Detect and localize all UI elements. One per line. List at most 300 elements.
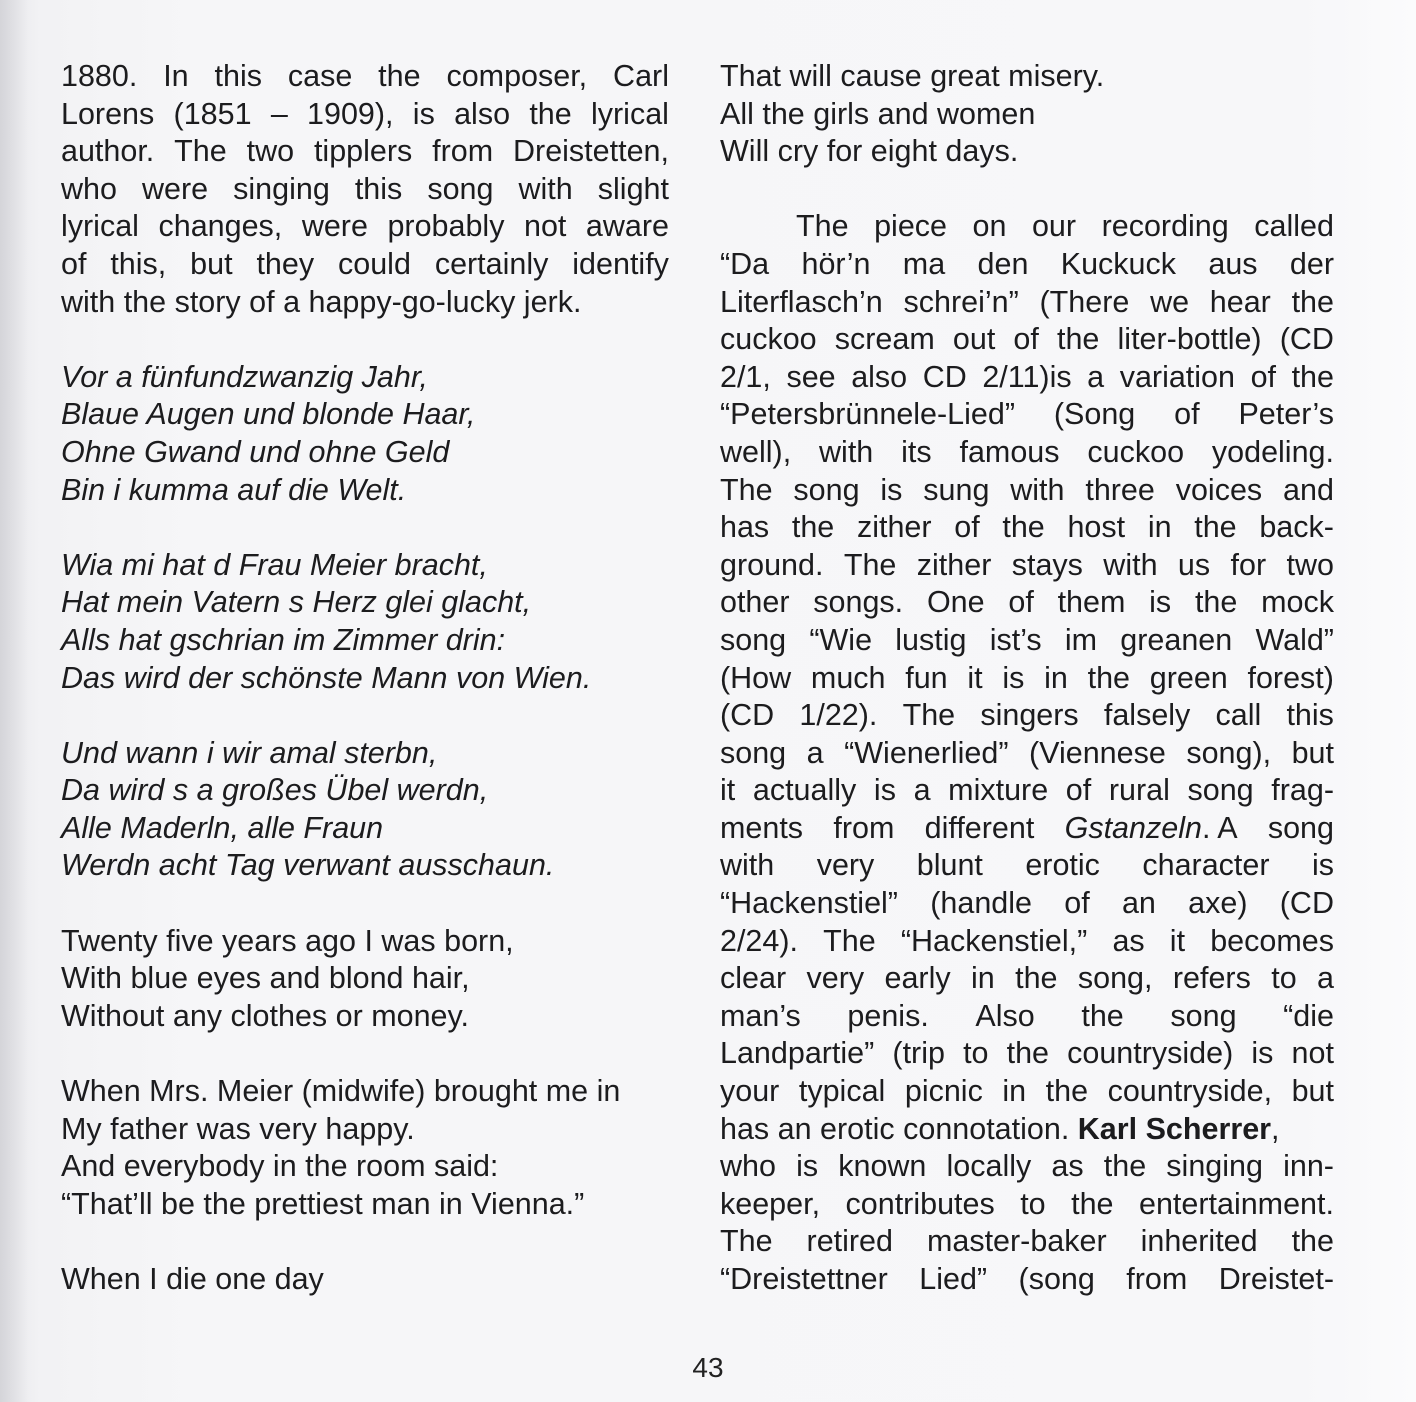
word: of <box>1250 359 1276 394</box>
word: song <box>1170 998 1237 1033</box>
word: recording <box>1101 209 1229 244</box>
word: on <box>972 209 1007 244</box>
word: and <box>1283 472 1334 507</box>
word: Carl <box>613 59 669 93</box>
word: Dreistet- <box>1218 1262 1334 1296</box>
word: the <box>1015 961 1058 996</box>
word: scream <box>834 322 935 357</box>
verse-line: Werdn acht Tag verwant ausschaun. <box>61 848 555 883</box>
word: (Song <box>1053 397 1136 432</box>
word: them <box>1057 585 1126 620</box>
word: could <box>338 246 411 281</box>
verse-line: Alle Maderln, alle Fraun <box>61 810 384 845</box>
word: falsely <box>1103 698 1191 733</box>
justified-line <box>720 396 1334 434</box>
word: they <box>256 246 315 281</box>
english-verse-2 <box>61 1073 669 1223</box>
word: der <box>1289 246 1334 281</box>
justified-line <box>720 660 1334 698</box>
word: singing <box>233 171 330 206</box>
word: song <box>1267 810 1334 845</box>
word: our <box>1031 209 1077 244</box>
word: locally <box>946 1149 1032 1184</box>
verse-line: All the girls and women <box>720 96 1036 131</box>
verse-line: Da wird s a großes Übel werdn, <box>61 773 489 808</box>
justified-line <box>720 284 1334 322</box>
word: for <box>1230 547 1267 582</box>
word: is <box>796 1149 819 1184</box>
word: The <box>823 923 876 958</box>
word: inherited <box>1140 1224 1258 1259</box>
word: countryside) <box>1067 1036 1234 1071</box>
word: entertainment. <box>1138 1186 1334 1221</box>
word: aware <box>585 209 669 244</box>
word: frag- <box>1271 773 1334 808</box>
word: (How <box>720 660 792 695</box>
word: the <box>1291 1224 1334 1259</box>
word: “die <box>1283 998 1334 1033</box>
verse-line: Alls hat gschrian im Zimmer drin: <box>61 622 506 657</box>
word: axe) <box>1188 886 1248 921</box>
justified-line <box>720 246 1334 284</box>
word: an <box>1121 886 1156 921</box>
word: of <box>1013 322 1039 357</box>
word: the <box>1071 1186 1114 1221</box>
word: The <box>720 1224 773 1259</box>
verse-line: Will cry for eight days. <box>720 134 1019 169</box>
word: certainly <box>434 246 549 281</box>
justified-line <box>720 1186 1334 1224</box>
word: other <box>720 585 790 620</box>
word: in <box>1044 660 1068 695</box>
word: the <box>1056 322 1100 357</box>
word: greanen <box>1120 622 1233 657</box>
word: The <box>902 698 956 733</box>
justified-line <box>720 923 1334 961</box>
stanza-gap <box>720 171 1334 209</box>
word: to <box>1020 1186 1046 1221</box>
word: ground. <box>720 547 824 582</box>
word: zither <box>916 547 992 582</box>
word: “Wienerlied” <box>844 735 1009 770</box>
word: Literflasch’n <box>720 284 883 319</box>
word: the <box>791 510 835 545</box>
word: (CD <box>1279 322 1334 357</box>
word: the <box>1002 510 1045 545</box>
word: song <box>793 472 860 507</box>
word: is <box>1251 1036 1274 1071</box>
word: this, <box>110 246 167 281</box>
word: contributes <box>845 1186 995 1221</box>
word: mixture <box>948 773 1049 808</box>
word: the <box>1087 660 1131 695</box>
word: slight <box>597 171 669 206</box>
stanza-gap <box>61 509 669 547</box>
justified-line <box>720 472 1334 510</box>
word: blunt <box>916 848 983 883</box>
word: cuckoo <box>1087 434 1185 469</box>
justified-line <box>720 1035 1334 1073</box>
verse-line: Ohne Gwand und ohne Geld <box>61 434 450 469</box>
word: as <box>1112 923 1145 958</box>
word: is <box>1149 585 1172 620</box>
word: 1909), <box>307 96 394 131</box>
word: from <box>432 134 494 169</box>
word: from <box>1126 1262 1188 1296</box>
word: im <box>1064 622 1098 657</box>
word: sung <box>923 472 990 507</box>
word: its <box>901 434 932 469</box>
word: ments <box>720 810 804 845</box>
word: The <box>174 134 227 169</box>
word: us <box>1177 547 1211 582</box>
word: two <box>246 134 295 169</box>
left-column <box>61 58 669 1299</box>
german-verse-3 <box>61 735 669 885</box>
word: Landpartie” <box>720 1036 875 1071</box>
word: very <box>816 848 875 883</box>
word: with <box>1010 472 1065 507</box>
word: with <box>819 434 874 469</box>
verse-line: Blaue Augen und blonde Haar, <box>61 397 476 432</box>
english-verse-3-start <box>61 1261 669 1299</box>
word: composer, <box>446 59 588 93</box>
word: called <box>1254 209 1334 244</box>
word: fun <box>905 660 948 695</box>
word: cuckoo <box>720 322 817 357</box>
word: host <box>1067 510 1126 545</box>
stanza-gap <box>61 1223 669 1261</box>
word: The <box>720 472 773 507</box>
word: zither <box>856 510 932 545</box>
word: voices <box>1175 472 1263 507</box>
justified-line <box>720 885 1334 923</box>
word: but <box>1291 1074 1334 1109</box>
word: this <box>354 171 403 206</box>
word: erotic <box>1025 848 1100 883</box>
word: your <box>720 1074 780 1109</box>
word: the <box>1006 1036 1050 1071</box>
word: also <box>851 359 908 394</box>
word: (CD <box>1279 886 1334 921</box>
word: case <box>287 59 353 93</box>
word: Lied” <box>919 1262 988 1296</box>
verse-line: Das wird der schönste Mann von Wien. <box>61 660 592 695</box>
word: schrei’n” <box>903 284 1019 319</box>
verse-line: And everybody in the room said: <box>61 1149 499 1184</box>
justified-line <box>720 1261 1334 1299</box>
justified-line <box>720 359 1334 397</box>
word: is <box>880 472 903 507</box>
word: “Dreistettner <box>720 1262 888 1296</box>
word: The <box>796 209 849 244</box>
justified-line <box>720 697 1334 735</box>
justified-line <box>720 847 1334 885</box>
word: “Da <box>720 246 770 281</box>
word: call <box>1215 698 1262 733</box>
justified-line <box>61 58 669 96</box>
word: songs. <box>813 585 904 620</box>
word: clear <box>720 961 787 996</box>
word: known <box>838 1149 927 1184</box>
word: penis. <box>847 998 929 1033</box>
justified-line <box>720 509 1334 547</box>
word: early <box>884 961 951 996</box>
word: (Viennese <box>1029 735 1166 770</box>
word: hör’n <box>801 246 871 281</box>
word: Also <box>975 998 1035 1033</box>
word: In <box>163 59 189 93</box>
paragraph-last-line: with the story of a happy-go-lucky jerk. <box>61 284 582 319</box>
word: lustig <box>895 622 967 657</box>
justified-line <box>720 1148 1334 1186</box>
word: variation <box>1119 359 1235 394</box>
word: out <box>952 322 996 357</box>
word: author. <box>61 134 155 169</box>
justified-line <box>61 171 669 209</box>
verse-line: When Mrs. Meier (midwife) brought me in <box>61 1074 621 1109</box>
word: – <box>270 96 288 131</box>
word: in <box>1147 510 1172 545</box>
text-segment: , <box>1271 1111 1280 1146</box>
word: forest) <box>1247 660 1334 695</box>
word: song <box>720 622 787 657</box>
english-verse-1 <box>61 923 669 1036</box>
word: singing <box>1166 1149 1263 1184</box>
word: a <box>806 735 824 770</box>
verse-line: That will cause great misery. <box>720 59 1105 93</box>
word: this <box>214 59 262 93</box>
word: (There <box>1039 284 1130 319</box>
word: 2/1, <box>720 359 771 394</box>
word: 2/24). <box>720 923 798 958</box>
word: becomes <box>1210 923 1334 958</box>
word: this <box>1286 698 1334 733</box>
word: a <box>1087 359 1105 394</box>
scherrer-line <box>720 1111 1334 1149</box>
word: not <box>523 209 567 244</box>
verse-line: Und wann i wir amal sterbn, <box>61 735 438 770</box>
word: lyrical <box>61 209 139 244</box>
word: hear <box>1209 284 1271 319</box>
word: were <box>301 209 368 244</box>
indented-first-line <box>720 208 1334 246</box>
word: in <box>1002 1074 1027 1109</box>
right-column <box>720 58 1334 1299</box>
word: of <box>954 510 980 545</box>
word: ist’s <box>989 622 1042 657</box>
justified-line <box>720 998 1334 1036</box>
person-name-bold: Karl Scherrer <box>1077 1111 1272 1146</box>
verse-line: Wia mi hat d Frau Meier bracht, <box>61 547 488 582</box>
word: of <box>1174 397 1200 432</box>
word: is <box>412 96 435 131</box>
verse-line: When I die one day <box>61 1262 324 1296</box>
italic-term: Gstanzeln <box>1064 810 1202 845</box>
word: the <box>529 96 572 131</box>
word: a <box>913 773 931 808</box>
word: picnic <box>904 1074 983 1109</box>
justified-line <box>720 1223 1334 1261</box>
word: with <box>1103 547 1158 582</box>
verse-line: “That’ll be the prettiest man in Vienna.” <box>61 1186 585 1221</box>
word: the <box>1194 585 1238 620</box>
verse-line: Without any clothes or money. <box>61 998 469 1033</box>
word: The <box>843 547 897 582</box>
word: in <box>970 961 995 996</box>
justified-line <box>61 208 669 246</box>
word: actually <box>752 773 857 808</box>
word: we <box>1150 284 1190 319</box>
word: (song <box>1018 1262 1095 1296</box>
word: the <box>1103 1149 1147 1184</box>
word: aus <box>1208 246 1258 281</box>
word: well), <box>720 434 792 469</box>
justified-line <box>61 246 669 284</box>
word: with <box>518 171 573 206</box>
word: song <box>1187 773 1254 808</box>
verse-line: Hat mein Vatern s Herz glei glacht, <box>61 585 532 620</box>
justified-line <box>720 434 1334 472</box>
word: . A <box>1201 810 1238 845</box>
word: much <box>810 660 886 695</box>
word: different <box>924 810 1035 845</box>
word: yodeling. <box>1211 434 1334 469</box>
word: it <box>720 773 736 808</box>
word: but <box>1291 735 1334 770</box>
english-verse-3-end <box>720 58 1334 171</box>
word: as <box>1051 1149 1084 1184</box>
word: of <box>61 246 87 281</box>
word: probably <box>387 209 505 244</box>
word: is <box>873 773 896 808</box>
word: 1880. <box>61 59 138 93</box>
word: song <box>720 735 787 770</box>
justified-line <box>720 321 1334 359</box>
page-number: 43 <box>692 1352 724 1383</box>
justified-line <box>720 960 1334 998</box>
word: “Petersbrünnele-Lied” <box>720 397 1015 432</box>
stanza-gap <box>61 885 669 923</box>
word: the <box>378 59 421 93</box>
word: who <box>61 171 117 206</box>
word: man’s <box>720 998 801 1033</box>
word: from <box>833 810 895 845</box>
word: song <box>427 171 494 206</box>
word: Dreistetten, <box>513 134 669 169</box>
word: with <box>720 848 775 883</box>
word: it <box>1169 923 1186 958</box>
word: countryside, <box>1107 1074 1273 1109</box>
word: piece <box>874 209 947 244</box>
word: (trip <box>892 1036 945 1071</box>
german-verse-2 <box>61 547 669 697</box>
word: green <box>1149 660 1228 695</box>
word: see <box>786 359 836 394</box>
word: refers <box>1172 961 1251 996</box>
word: CD <box>922 359 967 394</box>
word: Wald” <box>1255 622 1334 657</box>
word: it <box>967 660 983 695</box>
verse-line: Vor a fünfundzwanzig Jahr, <box>61 359 428 394</box>
word: typical <box>798 1074 886 1109</box>
word: “Hackenstiel,” <box>900 923 1088 958</box>
word: changes, <box>158 209 283 244</box>
word: of <box>1064 886 1090 921</box>
word: not <box>1291 1036 1334 1071</box>
word: is <box>1311 848 1334 883</box>
word: very <box>806 961 865 996</box>
word: lyrical <box>590 96 669 131</box>
word: but <box>190 246 233 281</box>
word: is <box>1002 660 1025 695</box>
gstanzeln-line <box>720 810 1334 848</box>
text-segment: has an erotic connotation. <box>720 1111 1078 1146</box>
stanza-gap <box>61 1035 669 1073</box>
word: One <box>926 585 985 620</box>
word: retired <box>806 1224 893 1259</box>
word: song), <box>1186 735 1272 770</box>
word: character <box>1142 848 1270 883</box>
word: the <box>1081 998 1124 1033</box>
word: den <box>977 246 1029 281</box>
word: of <box>1008 585 1034 620</box>
justified-line <box>720 547 1334 585</box>
word: “Hackenstiel” <box>720 886 898 921</box>
justified-line <box>720 735 1334 773</box>
word: has <box>720 510 770 545</box>
word: liter-bottle) <box>1117 322 1262 357</box>
word: who <box>720 1149 776 1184</box>
word: identify <box>572 246 669 281</box>
word: tipplers <box>313 134 413 169</box>
justified-line <box>720 622 1334 660</box>
word: of <box>1065 773 1092 808</box>
word: (CD <box>720 698 775 733</box>
word: master-baker <box>926 1224 1107 1259</box>
word: rural <box>1108 773 1170 808</box>
justified-line <box>720 772 1334 810</box>
word: Peter’s <box>1238 397 1334 432</box>
justified-line <box>720 1073 1334 1111</box>
word: to <box>963 1036 989 1071</box>
word: to <box>1271 961 1297 996</box>
word: three <box>1085 472 1155 507</box>
word: mock <box>1261 585 1334 620</box>
verse-line: With blue eyes and blond hair, <box>61 961 470 996</box>
word: stays <box>1011 547 1083 582</box>
word: also <box>454 96 511 131</box>
word: 2/11)is <box>982 359 1072 394</box>
word: singers <box>980 698 1079 733</box>
justified-line <box>720 584 1334 622</box>
word: 1/22). <box>799 698 878 733</box>
word: inn- <box>1283 1149 1334 1184</box>
word: famous <box>959 434 1060 469</box>
word: song, <box>1077 961 1153 996</box>
word: the <box>1291 284 1334 319</box>
gstanzeln-term <box>1065 810 1238 848</box>
word: the <box>1194 510 1237 545</box>
german-verse-1 <box>61 359 669 509</box>
word: “Wie <box>809 622 873 657</box>
recording-paragraph <box>720 208 1334 1298</box>
word: the <box>1291 359 1334 394</box>
stanza-gap <box>61 697 669 735</box>
justified-line <box>61 96 669 134</box>
verse-line: Twenty five years ago I was born, <box>61 923 514 958</box>
word: Lorens <box>61 96 155 131</box>
